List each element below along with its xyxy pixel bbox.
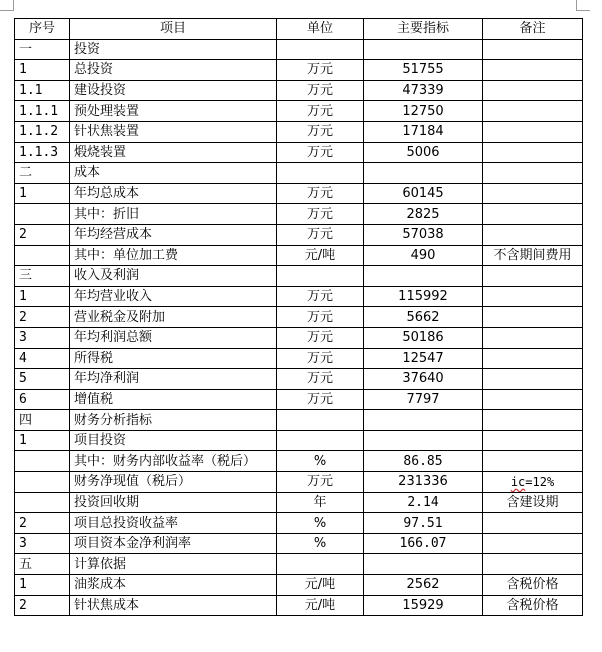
cell-value: 50186 — [364, 327, 483, 348]
cell-seq: 1.1.3 — [15, 142, 70, 163]
table-row — [15, 183, 583, 204]
cell-seq: 3 — [15, 533, 70, 554]
cell-seq: 2 — [15, 307, 70, 328]
cell-note — [483, 80, 583, 101]
cell-value: 5662 — [364, 307, 483, 328]
cell-seq: 二 — [15, 163, 70, 184]
cell-value — [364, 163, 483, 184]
table-row — [15, 204, 583, 225]
cell-note: 不含期间费用 — [483, 245, 583, 266]
cell-note: 含税价格 — [483, 575, 583, 596]
table-row — [15, 224, 583, 245]
cell-unit: 万元 — [277, 101, 364, 122]
cell-item: 所得税 — [70, 348, 277, 369]
cell-item: 年均营业收入 — [70, 286, 277, 307]
cell-unit — [277, 430, 364, 451]
cell-item: 项目资本金净利润率 — [70, 533, 277, 554]
cell-unit: 万元 — [277, 369, 364, 390]
table-row — [15, 307, 583, 328]
cell-seq: 1 — [15, 575, 70, 596]
page-corner-mark-left — [0, 0, 14, 11]
table-row — [15, 492, 583, 513]
cell-unit: 万元 — [277, 142, 364, 163]
cell-note — [483, 451, 583, 472]
cell-unit: 元/吨 — [277, 245, 364, 266]
cell-value: 2562 — [364, 575, 483, 596]
cell-seq: 2 — [15, 224, 70, 245]
cell-item: 项目总投资收益率 — [70, 513, 277, 534]
cell-value: 231336 — [364, 472, 483, 493]
cell-item: 项目投资 — [70, 430, 277, 451]
cell-item: 增值税 — [70, 389, 277, 410]
cell-seq: 5 — [15, 369, 70, 390]
cell-seq — [15, 492, 70, 513]
cell-seq — [15, 472, 70, 493]
cell-note — [483, 533, 583, 554]
cell-value: 17184 — [364, 121, 483, 142]
table-row — [15, 60, 583, 81]
cell-unit: 元/吨 — [277, 595, 364, 616]
cell-note — [483, 142, 583, 163]
header-item: 项目 — [70, 19, 277, 40]
cell-item: 营业税金及附加 — [70, 307, 277, 328]
table-row — [15, 554, 583, 575]
cell-unit: 万元 — [277, 224, 364, 245]
table-row — [15, 101, 583, 122]
cell-item: 总投资 — [70, 60, 277, 81]
cell-unit: 年 — [277, 492, 364, 513]
cell-value: 490 — [364, 245, 483, 266]
cell-seq: 1.1 — [15, 80, 70, 101]
table-row — [15, 369, 583, 390]
cell-value: 60145 — [364, 183, 483, 204]
cell-note — [483, 513, 583, 534]
cell-note — [483, 369, 583, 390]
header-seq: 序号 — [15, 19, 70, 40]
cell-note — [483, 389, 583, 410]
spellcheck-underline-mark: ic — [510, 474, 526, 489]
table-header-row — [15, 19, 583, 40]
cell-unit: 万元 — [277, 183, 364, 204]
cell-item: 预处理装置 — [70, 101, 277, 122]
cell-unit — [277, 163, 364, 184]
cell-value: 12547 — [364, 348, 483, 369]
cell-value — [364, 430, 483, 451]
cell-item: 建设投资 — [70, 80, 277, 101]
cell-value: 47339 — [364, 80, 483, 101]
header-unit: 单位 — [277, 19, 364, 40]
cell-seq: 4 — [15, 348, 70, 369]
cell-item: 年均利润总额 — [70, 327, 277, 348]
cell-item: 年均净利润 — [70, 369, 277, 390]
cell-unit: 万元 — [277, 389, 364, 410]
cell-value: 166.07 — [364, 533, 483, 554]
cell-note — [483, 410, 583, 431]
table-row — [15, 410, 583, 431]
cell-note: 含建设期 — [483, 492, 583, 513]
header-note: 备注 — [483, 19, 583, 40]
cell-value: 115992 — [364, 286, 483, 307]
cell-seq — [15, 451, 70, 472]
cell-note — [483, 163, 583, 184]
cell-note — [483, 266, 583, 287]
cell-unit: 万元 — [277, 204, 364, 225]
cell-unit: 万元 — [277, 121, 364, 142]
table-row — [15, 389, 583, 410]
cell-seq: 1 — [15, 183, 70, 204]
table-row — [15, 245, 583, 266]
cell-item: 其中：单位加工费 — [70, 245, 277, 266]
cell-value: 37640 — [364, 369, 483, 390]
header-value: 主要指标 — [364, 19, 483, 40]
table-row — [15, 575, 583, 596]
cell-unit: 万元 — [277, 472, 364, 493]
cell-item: 针状焦装置 — [70, 121, 277, 142]
table-row — [15, 266, 583, 287]
page-corner-mark-right — [576, 0, 590, 11]
table-row — [15, 348, 583, 369]
cell-seq: 1 — [15, 60, 70, 81]
cell-value: 57038 — [364, 224, 483, 245]
cell-item: 针状焦成本 — [70, 595, 277, 616]
cell-note — [483, 204, 583, 225]
cell-value — [364, 266, 483, 287]
cell-seq: 1 — [15, 430, 70, 451]
cell-unit: % — [277, 451, 364, 472]
cell-value: 5006 — [364, 142, 483, 163]
cell-seq — [15, 245, 70, 266]
cell-item: 油浆成本 — [70, 575, 277, 596]
cell-value: 12750 — [364, 101, 483, 122]
table-row — [15, 472, 583, 493]
cell-note — [483, 183, 583, 204]
indicator-table — [14, 18, 583, 616]
cell-item: 财务分析指标 — [70, 410, 277, 431]
cell-note — [483, 39, 583, 60]
cell-seq: 2 — [15, 513, 70, 534]
table-row — [15, 39, 583, 60]
cell-unit — [277, 266, 364, 287]
table-row — [15, 142, 583, 163]
cell-item: 其中：财务内部收益率（税后） — [70, 451, 277, 472]
cell-note — [483, 121, 583, 142]
cell-unit: 万元 — [277, 60, 364, 81]
cell-note — [483, 554, 583, 575]
cell-seq: 2 — [15, 595, 70, 616]
cell-seq: 6 — [15, 389, 70, 410]
cell-seq: 三 — [15, 266, 70, 287]
cell-item: 投资回收期 — [70, 492, 277, 513]
cell-seq: 五 — [15, 554, 70, 575]
cell-note — [483, 307, 583, 328]
cell-value — [364, 554, 483, 575]
cell-unit — [277, 39, 364, 60]
cell-seq — [15, 204, 70, 225]
cell-seq: 1.1.1 — [15, 101, 70, 122]
cell-unit: 万元 — [277, 286, 364, 307]
cell-item: 年均总成本 — [70, 183, 277, 204]
cell-note — [483, 327, 583, 348]
cell-note — [483, 224, 583, 245]
cell-note: ic=12% — [483, 472, 583, 493]
table-row — [15, 163, 583, 184]
cell-value: 97.51 — [364, 513, 483, 534]
cell-unit: 万元 — [277, 348, 364, 369]
cell-note: 含税价格 — [483, 595, 583, 616]
cell-note — [483, 101, 583, 122]
cell-note — [483, 430, 583, 451]
cell-value: 2.14 — [364, 492, 483, 513]
cell-item: 成本 — [70, 163, 277, 184]
table-body — [15, 39, 583, 616]
cell-item: 投资 — [70, 39, 277, 60]
cell-value: 51755 — [364, 60, 483, 81]
cell-note — [483, 60, 583, 81]
cell-value — [364, 39, 483, 60]
table-row — [15, 80, 583, 101]
cell-note — [483, 348, 583, 369]
cell-seq: 一 — [15, 39, 70, 60]
table-row — [15, 595, 583, 616]
cell-value: 86.85 — [364, 451, 483, 472]
cell-item: 年均经营成本 — [70, 224, 277, 245]
cell-unit: % — [277, 533, 364, 554]
cell-unit: 万元 — [277, 327, 364, 348]
table-row — [15, 121, 583, 142]
cell-item: 计算依据 — [70, 554, 277, 575]
cell-seq: 3 — [15, 327, 70, 348]
table-row — [15, 451, 583, 472]
cell-seq: 1 — [15, 286, 70, 307]
cell-item: 收入及利润 — [70, 266, 277, 287]
cell-seq: 四 — [15, 410, 70, 431]
table-row — [15, 513, 583, 534]
cell-item: 煅烧装置 — [70, 142, 277, 163]
table-row — [15, 327, 583, 348]
cell-unit: 元/吨 — [277, 575, 364, 596]
cell-unit: 万元 — [277, 80, 364, 101]
table-row — [15, 430, 583, 451]
cell-unit — [277, 554, 364, 575]
cell-item: 财务净现值（税后） — [70, 472, 277, 493]
cell-value — [364, 410, 483, 431]
cell-value: 15929 — [364, 595, 483, 616]
table-row — [15, 286, 583, 307]
cell-note — [483, 286, 583, 307]
cell-value: 2825 — [364, 204, 483, 225]
cell-item: 其中：折旧 — [70, 204, 277, 225]
cell-unit: 万元 — [277, 307, 364, 328]
cell-seq: 1.1.2 — [15, 121, 70, 142]
cell-value: 7797 — [364, 389, 483, 410]
cell-unit — [277, 410, 364, 431]
cell-unit: % — [277, 513, 364, 534]
table-row — [15, 533, 583, 554]
